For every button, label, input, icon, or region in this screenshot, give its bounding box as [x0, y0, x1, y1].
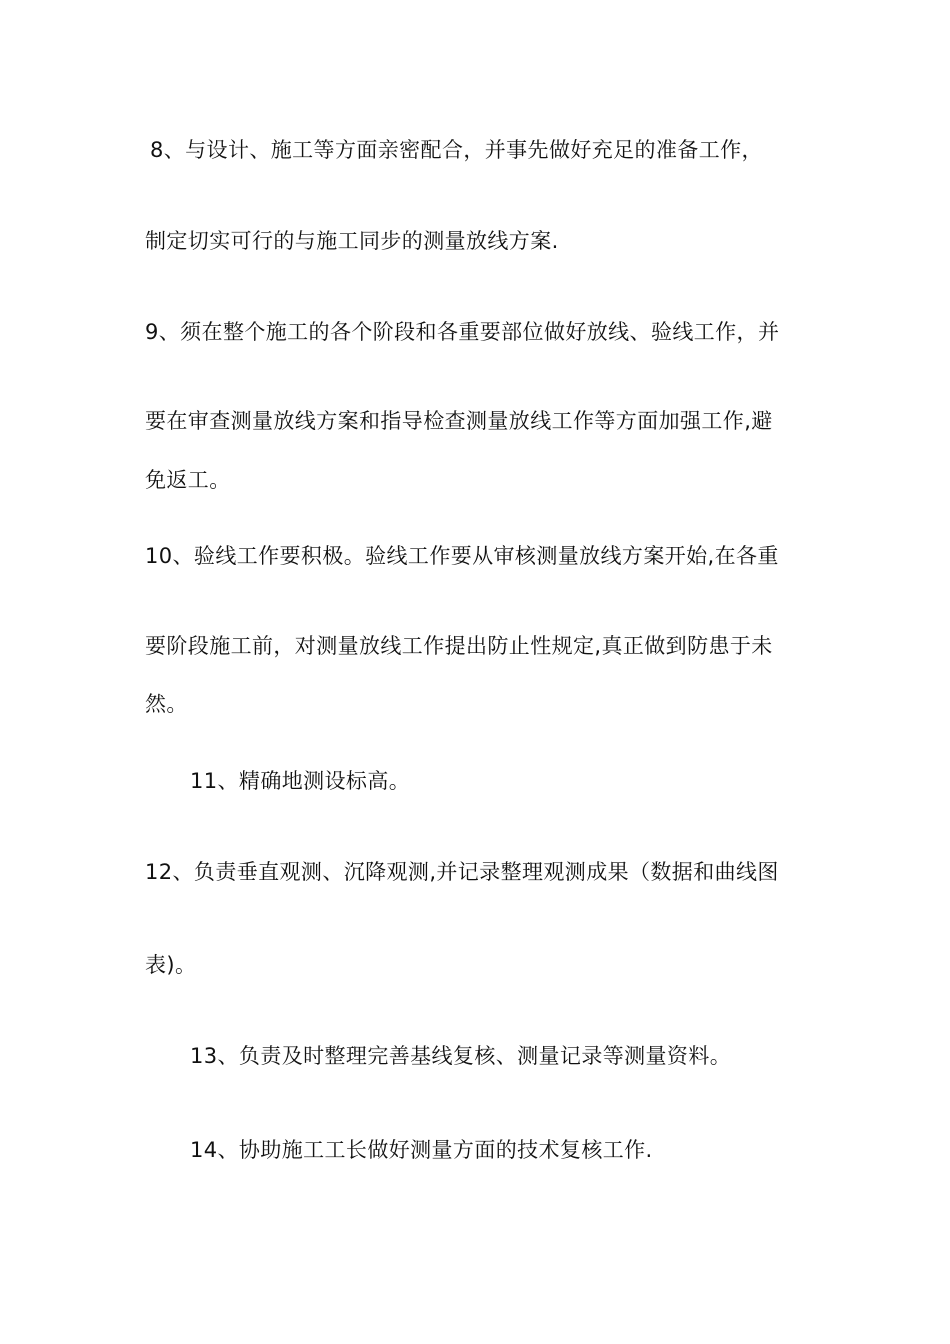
item-9-line-2: 要在审查测量放线方案和指导检查测量放线工作等方面加强工作,避 — [145, 409, 773, 433]
item-10-line-1: 10、验线工作要积极。验线工作要从审核测量放线方案开始,在各重 — [145, 544, 779, 568]
item-13-line-1: 13、负责及时整理完善基线复核、测量记录等测量资料。 — [190, 1044, 732, 1068]
item-9-line-1: 9、须在整个施工的各个阶段和各重要部位做好放线、验线工作，并 — [145, 320, 780, 344]
item-8-line-2: 制定切实可行的与施工同步的测量放线方案. — [145, 229, 559, 253]
item-10-line-2: 要阶段施工前，对测量放线工作提出防止性规定,真正做到防患于未 — [145, 634, 773, 658]
item-9-line-3: 免返工。 — [145, 468, 231, 492]
item-12-line-2: 表)。 — [145, 953, 197, 977]
item-10-line-3: 然。 — [145, 692, 188, 716]
item-8-line-1: 8、与设计、施工等方面亲密配合，并事先做好充足的准备工作， — [150, 138, 763, 162]
item-11-line-1: 11、精确地测设标高。 — [190, 769, 411, 793]
item-14-line-1: 14、协助施工工长做好测量方面的技术复核工作. — [190, 1138, 653, 1162]
item-12-line-1: 12、负责垂直观测、沉降观测,并记录整理观测成果（数据和曲线图 — [145, 860, 779, 884]
